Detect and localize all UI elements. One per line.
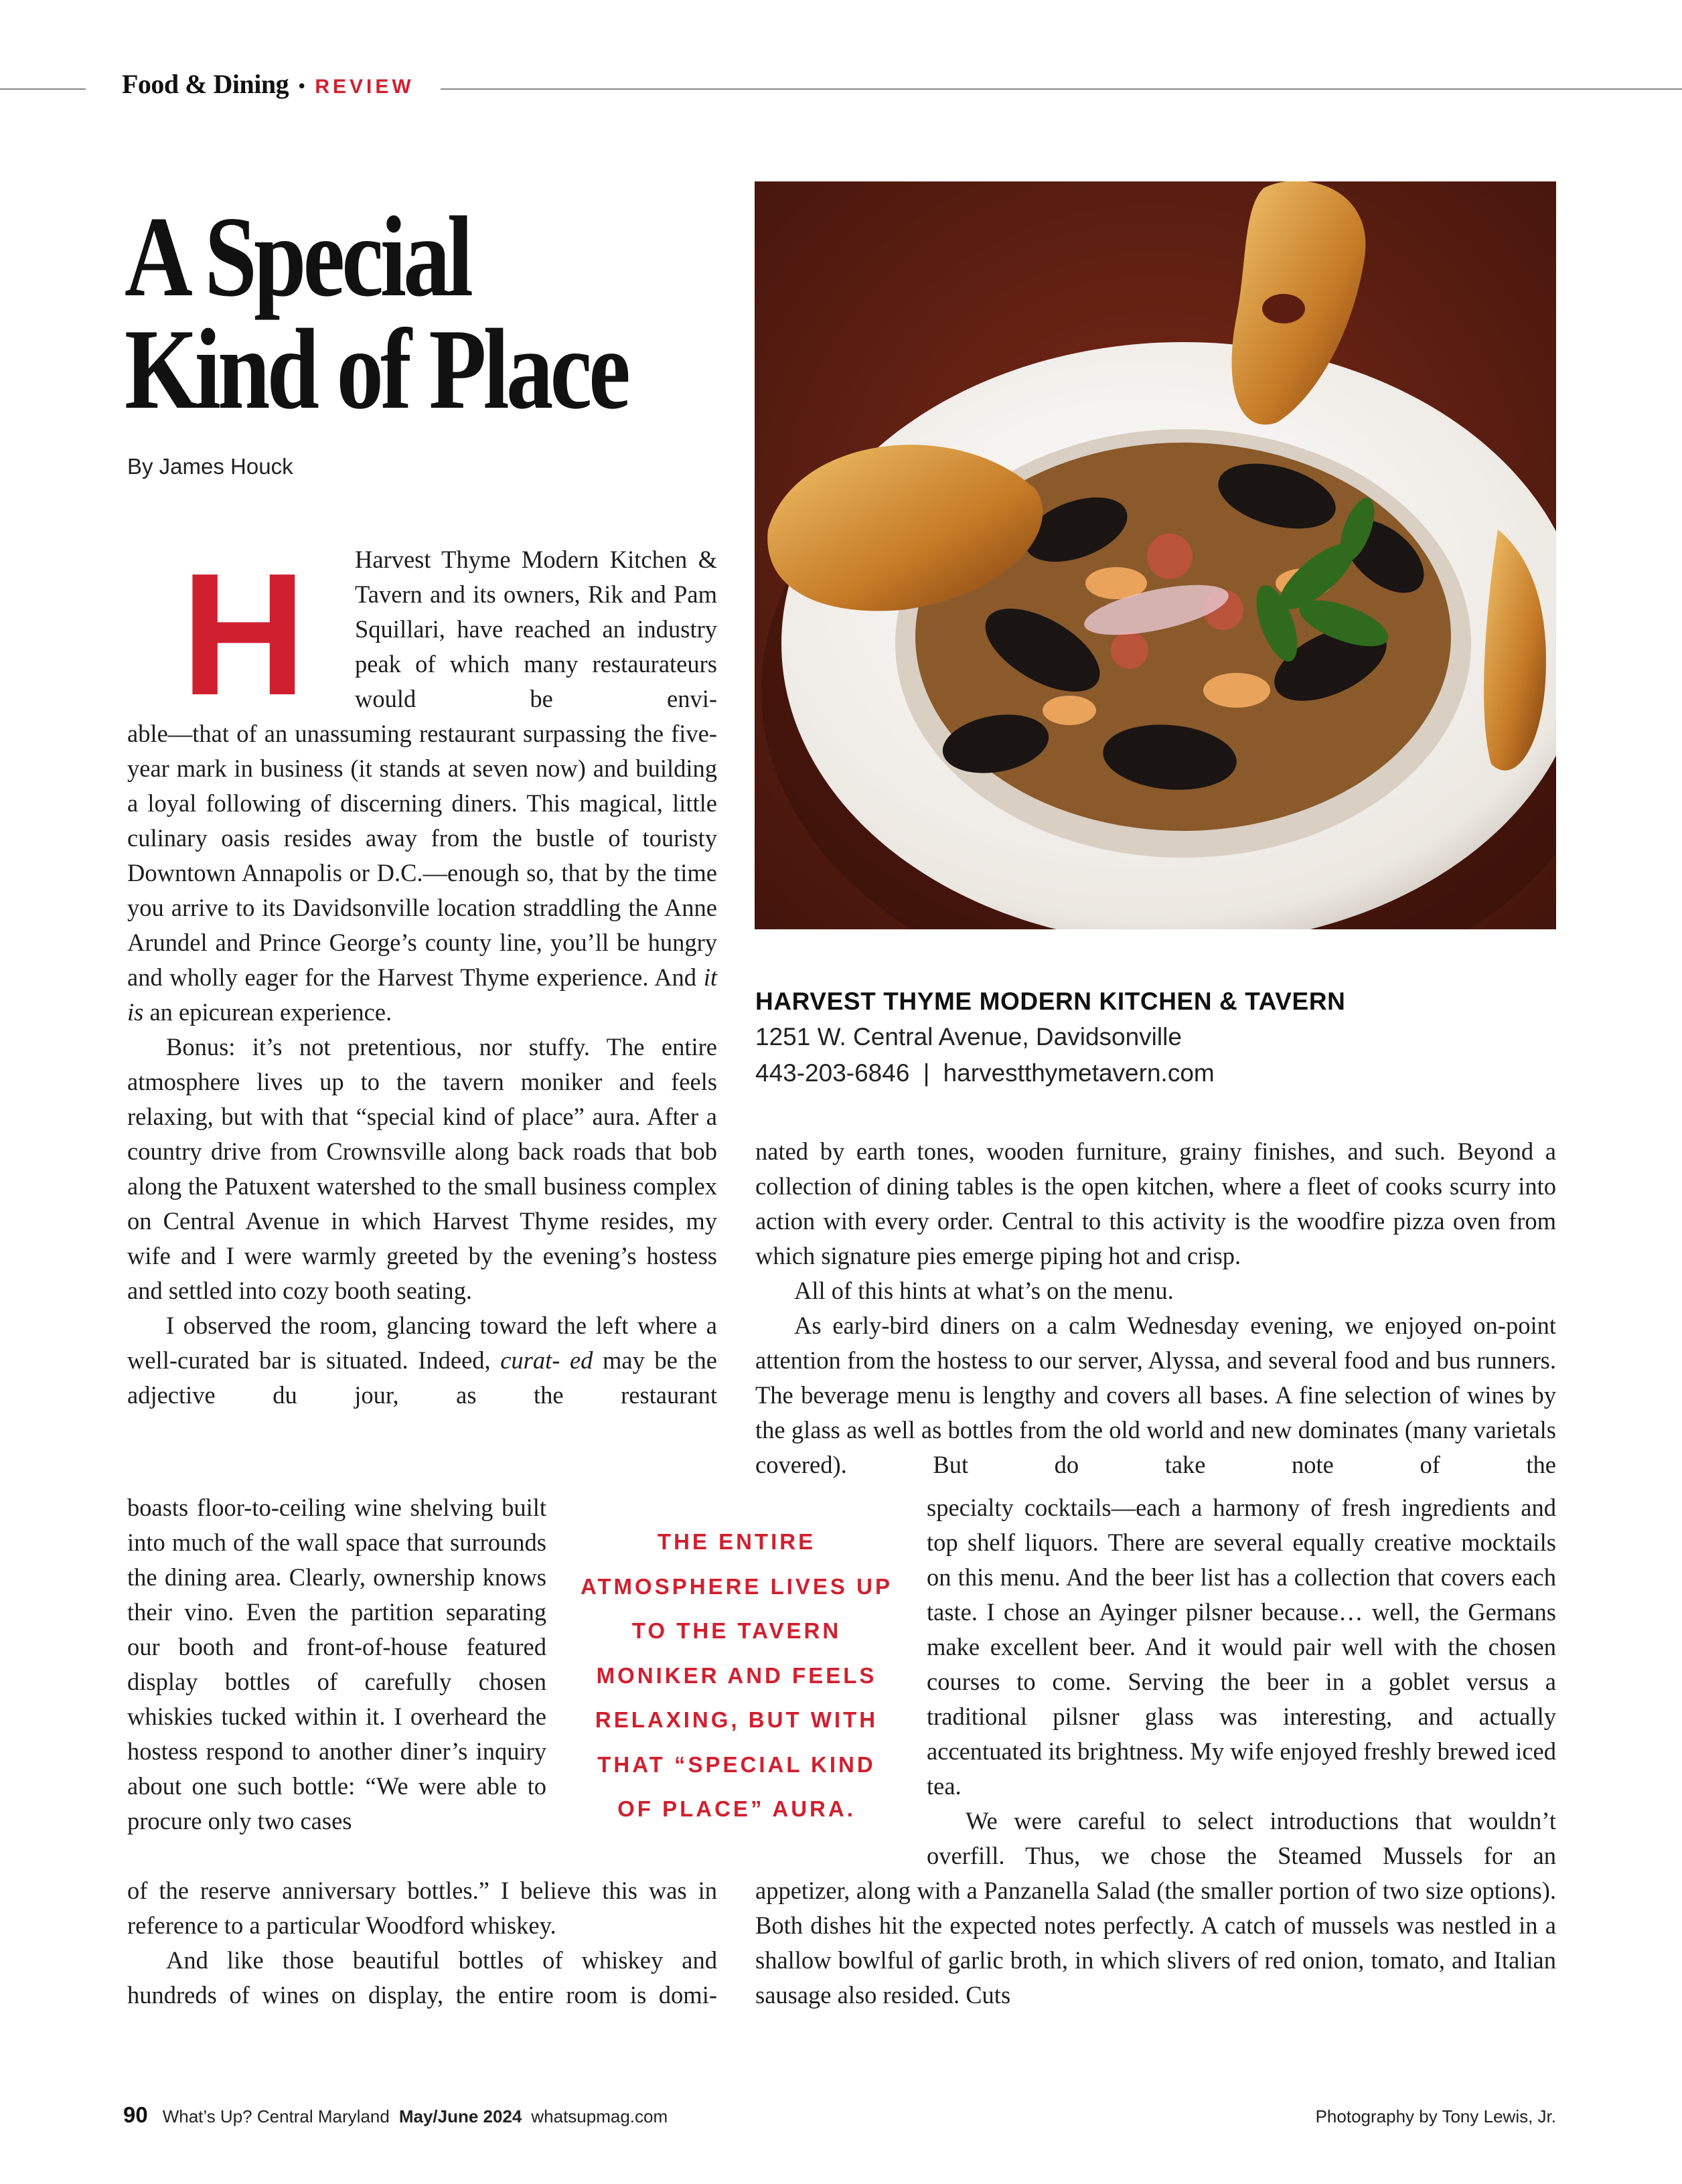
magazine-name: What’s Up? Central Maryland (162, 2106, 390, 2126)
section-separator: • (298, 74, 306, 98)
paragraph-1-tail-a: And (654, 963, 704, 991)
header-rule-right (441, 88, 1682, 90)
right-column-bottom (755, 1873, 1556, 2013)
photo-credit: Photography by Tony Lewis, Jr. (1315, 2106, 1556, 2126)
restaurant-name: HARVEST THYME MODERN KITCHEN & TAVERN (755, 988, 1346, 1015)
paragraph-1-rest: able—that of an unassuming restaurant surpassing the five-year mark in business (it stands at seven now) and building a loyal following of discerning diners. This magical, little culinary oasis resides away from the bustle of touristy Downtown Annapolis or D.C.—enough so, that by the time you arrive to its Davidsonville location straddling the Anne Arundel and Prince George’s county line, you’ll be hungry and wholly eager for the Harvest Thyme experience. (127, 720, 717, 991)
dish-photo (755, 181, 1556, 929)
article-title (125, 193, 627, 433)
paragraph-6: As early-bird diners on a calm Wednesday evening, we enjoyed on-point attention from the hostess to our server, Alyssa, and several food and bus runners. The beverage menu is lengthy and covers all bases. A fine selection of wines by the glass as well as bottles from the old world and new dominates (many varietals covered). But do take note of the (755, 1312, 1556, 1478)
pull-quote: THE ENTIRE ATMOSPHERE LIVES UP TO THE TAVERN MONIKER AND FEELS RELAXING, BUT WITH THAT “SPECIAL KIND OF PLACE” AURA. (581, 1529, 893, 1821)
paragraph-4-continued: nated by earth tones, wooden furniture, grainy finishes, and such. Beyond a collection of dining tables is the open kitchen, where a fleet of cooks scurry into action with every order. Central to this activity is the woodfire pizza oven from which signature pies emerge piping hot and crisp. (755, 1138, 1556, 1269)
byline: By James Houck (127, 454, 293, 479)
paragraph-3-emphasis-2: ed (569, 1346, 593, 1374)
restaurant-address: 1251 W. Central Avenue, Davidsonville (755, 1023, 1182, 1050)
drop-cap: H (181, 538, 307, 732)
restaurant-phone: 443-203-6846 (755, 1059, 910, 1087)
left-narrow-body (127, 1490, 546, 1839)
paragraph-3-narrow: boasts floor-to-ceiling wine shelving built into much of the wall space that surrounds the dining area. Clearly, ownership knows their vino. Even the partition separating our booth and front-of-house featured display bottles of carefully chosen whiskies tucked within it. I overheard the hostess respond to another diner’s inquiry about one such bottle: “We were able to procure only two cases (127, 1494, 546, 1835)
left-column-body (127, 716, 717, 1413)
header-rule-left (0, 88, 86, 90)
paragraph-7-narrow: We were careful to select introductions that wouldn’t overfill. Thus, we chose the Steamed Mussels for an (927, 1807, 1556, 1869)
paragraph-1-intro (355, 542, 717, 716)
paragraph-4: And like those beautiful bottles of whiskey and hundreds of wines on display, the entire room is domi- (127, 1946, 717, 2009)
page-number: 90 (123, 2102, 148, 2127)
paragraph-3-start (127, 1308, 717, 1413)
section-tag: REVIEW (315, 76, 414, 98)
restaurant-website[interactable]: harvestthymetavern.com (943, 1059, 1215, 1087)
title-line-2: Kind of Place (125, 306, 627, 433)
mussels-bowl-illustration (755, 181, 1556, 929)
right-narrow-body (927, 1490, 1556, 1873)
right-column-body (755, 1134, 1556, 1482)
paragraph-3-emphasis-1: curat- (500, 1346, 560, 1374)
paragraph-3-end: of the reserve anniversary bottles.” I believe this was in reference to a particular Woodford whiskey. (127, 1877, 717, 1939)
paragraph-1 (127, 716, 717, 1030)
paragraph-2: Bonus: it’s not pretentious, nor stuffy. The entire atmosphere lives up to the tavern moniker and feels relaxing, but with that “special kind of place” aura. After a country drive from Crownsville along back roads that bob along the Patuxent watershed to the small business complex on Central Avenue in which Harvest Thyme resides, my wife and I were warmly greeted by the evening’s hostess and settled into cozy booth seating. (127, 1033, 717, 1304)
paragraph-3-a: I observed the room, glancing toward the left where a well-curated bar is situated. Indeed, (127, 1312, 717, 1374)
paragraph-7-end: appetizer, along with a Panzanella Salad (the smaller portion of two size options). Both dishes hit the expected notes perfectly. A catch of mussels was nestled in a shallow bowlful of garlic broth, in which slivers of red onion, tomato, and Italian sausage also resided. Cuts (755, 1877, 1556, 2009)
restaurant-info (755, 984, 1559, 1091)
issue-date: May/June 2024 (398, 2106, 522, 2126)
restaurant-contact (755, 1055, 1559, 1091)
title-line-1: A Special (125, 193, 471, 321)
page-footer (123, 2102, 668, 2128)
section-header (122, 68, 414, 100)
paragraph-1-tail-b: an epicurean experience. (143, 998, 392, 1026)
paragraph-6-narrow: specialty cocktails—each a harmony of fresh ingredients and top shelf liquors. There are several equally creative mocktails on this menu. And the beer list has a collection that covers each taste. I chose an Ayinger pilsner because… well, the Germans make excellent beer. And it would pair well with the chosen courses to come. Serving the beer in a goblet versus a traditional pilsner glass was interesting, and actually accentuated its brightness. My wife enjoyed freshly brewed iced tea. (927, 1494, 1556, 1800)
contact-divider: | (923, 1059, 930, 1087)
left-column-bottom (127, 1873, 717, 2013)
paragraph-1-emphasis: it is (127, 963, 717, 1026)
paragraph-3-b: may be the adjective du jour, as the restaurant (127, 1346, 717, 1409)
paragraph-5: All of this hints at what’s on the menu. (794, 1277, 1174, 1304)
magazine-site[interactable]: whatsupmag.com (531, 2106, 668, 2126)
paragraph-1-first-lines: Harvest Thyme Modern Kitchen & Tavern and its owners, Rik and Pam Squillari, have reached an industry peak of which many restaurateurs would be envi- (355, 546, 717, 712)
section-name: Food & Dining (122, 69, 289, 99)
